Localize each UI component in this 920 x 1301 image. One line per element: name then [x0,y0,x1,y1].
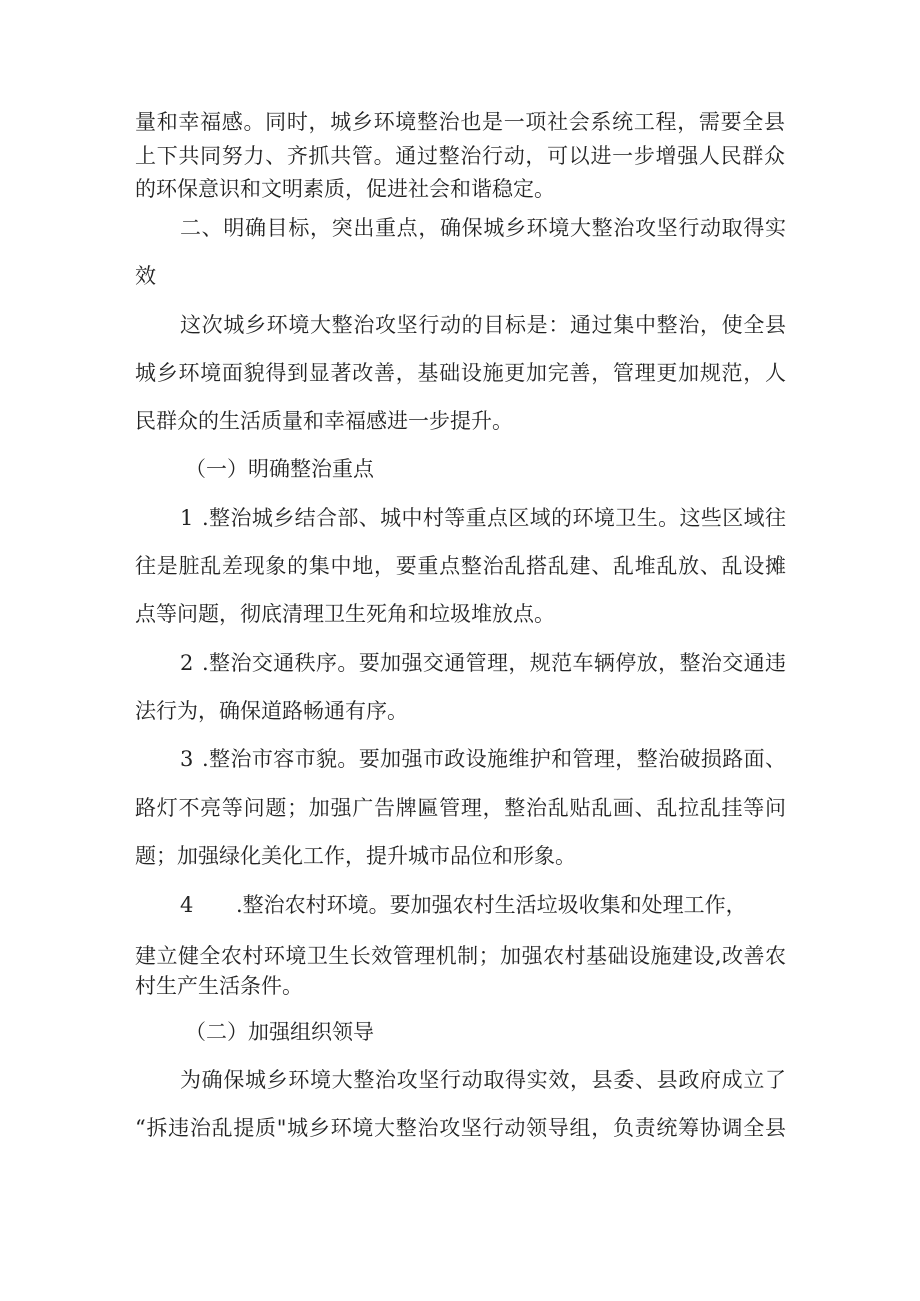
item-number: 2 [180,651,194,675]
item-number: 3 [180,747,194,771]
goal-line: 城乡环境面貌得到显著改善，基础设施更加完善，管理更加规范，人 [135,361,786,385]
subheading: （一）明确整治重点 [185,457,374,481]
item-line: 村生产生活条件。 [135,974,303,998]
item-line: 路灯不亮等问题；加强广告牌匾管理，整治乱贴乱画、乱拉乱挂等问 [135,796,786,820]
item-line: .整治市容市貌。要加强市政设施维护和管理，整治破损路面、 [202,747,786,771]
goal-line: 这次城乡环境大整治攻坚行动的目标是：通过集中整治，使全县 [180,313,786,337]
goal-line: 民群众的生活质量和幸福感进一步提升。 [135,409,513,433]
item-line: 点等问题，彻底清理卫生死角和垃圾堆放点。 [135,602,555,626]
item-line: 题；加强绿化美化工作，提升城市品位和形象。 [135,844,576,868]
subheading: （二）加强组织领导 [185,1020,374,1044]
item-line: 往是脏乱差现象的集中地，要重点整治乱搭乱建、乱堆乱放、乱设摊 [135,554,786,578]
leadership-line: “拆违治乱提质"城乡环境大整治攻坚行动领导组，负责统筹协调全县 [135,1116,786,1140]
item-line: 法行为，确保道路畅通有序。 [135,699,408,723]
item-number: 4 [180,893,194,917]
intro-line: 的环保意识和文明素质，促进社会和谐稳定。 [135,177,555,201]
item-number: 1 [180,506,194,530]
intro-line: 上下共同努力、齐抓共管。通过整治行动，可以进一步增强人民群众 [135,144,785,168]
item-line: .整治城乡结合部、城中村等重点区域的环境卫生。这些区域往 [202,506,786,530]
section-heading: 二、明确目标，突出重点，确保城乡环境大整治攻坚行动取得实 [180,216,786,240]
item-line: .整治交通秩序。要加强交通管理，规范车辆停放，整治交通违 [202,651,786,675]
item-line: .整治农村环境。要加强农村生活垃圾收集和处理工作， [236,893,747,917]
intro-line: 量和幸福感。同时，城乡环境整治也是一项社会系统工程，需要全县 [135,110,785,134]
item-line: 建立健全农村环境卫生长效管理机制；加强农村基础设施建设,改善农 [135,944,786,968]
section-heading: 效 [135,264,156,288]
leadership-line: 为确保城乡环境大整治攻坚行动取得实效，县委、县政府成立了 [180,1068,786,1092]
